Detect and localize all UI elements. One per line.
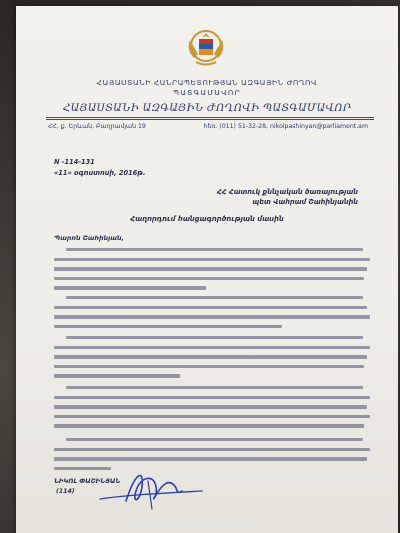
body-paragraph [54, 296, 370, 334]
body-paragraph [54, 248, 370, 296]
subject-line: Հաղորդում հանցագործության մասին [130, 215, 284, 223]
organization-subtitle: ՊԱՏԳԱՄԱՎՈՐ [173, 88, 241, 97]
letter-page [16, 6, 398, 533]
salutation: Պարոն Շահինյան, [54, 234, 124, 242]
signer-code: (114) [56, 488, 75, 495]
body-paragraph [54, 386, 370, 434]
recipient-line: ՀՀ Հատուկ քննչական ծառայության [216, 188, 358, 196]
address-text: ՀՀ, ք. Երևան, Բաղրամյան 19 [48, 123, 146, 130]
letterhead-heading: ՀԱՅԱՍՏԱՆԻ ԱԶԳԱՅԻՆ ԺՈՂՈՎԻ ՊԱՏԳԱՄԱՎՈՐ [62, 102, 352, 114]
organization-name: ՀԱՅԱՍՏԱՆԻ ՀԱՆՐԱՊԵՏՈՒԹՅԱՆ ԱԶԳԱՅԻՆ ԺՈՂՈՎ [96, 78, 318, 87]
recipient-block [217, 187, 358, 207]
recipient-line: պետ Վահրամ Շահինյանին [252, 198, 358, 206]
divider [46, 119, 374, 120]
contact-text: հեռ. (011) 51-32-28, nikolpashinyan@parliament.am [203, 123, 368, 130]
coat-of-arms-icon [182, 26, 230, 70]
document-number: N -114-131 [54, 158, 95, 166]
signer-name: ՆԻԿՈԼ ՓԱՇԻՆՅԱՆ [54, 478, 121, 485]
body-paragraph [54, 336, 370, 384]
divider [46, 117, 374, 118]
handwritten-signature [96, 461, 206, 516]
document-date: «11» օգոստոսի, 2016թ. [54, 169, 146, 177]
